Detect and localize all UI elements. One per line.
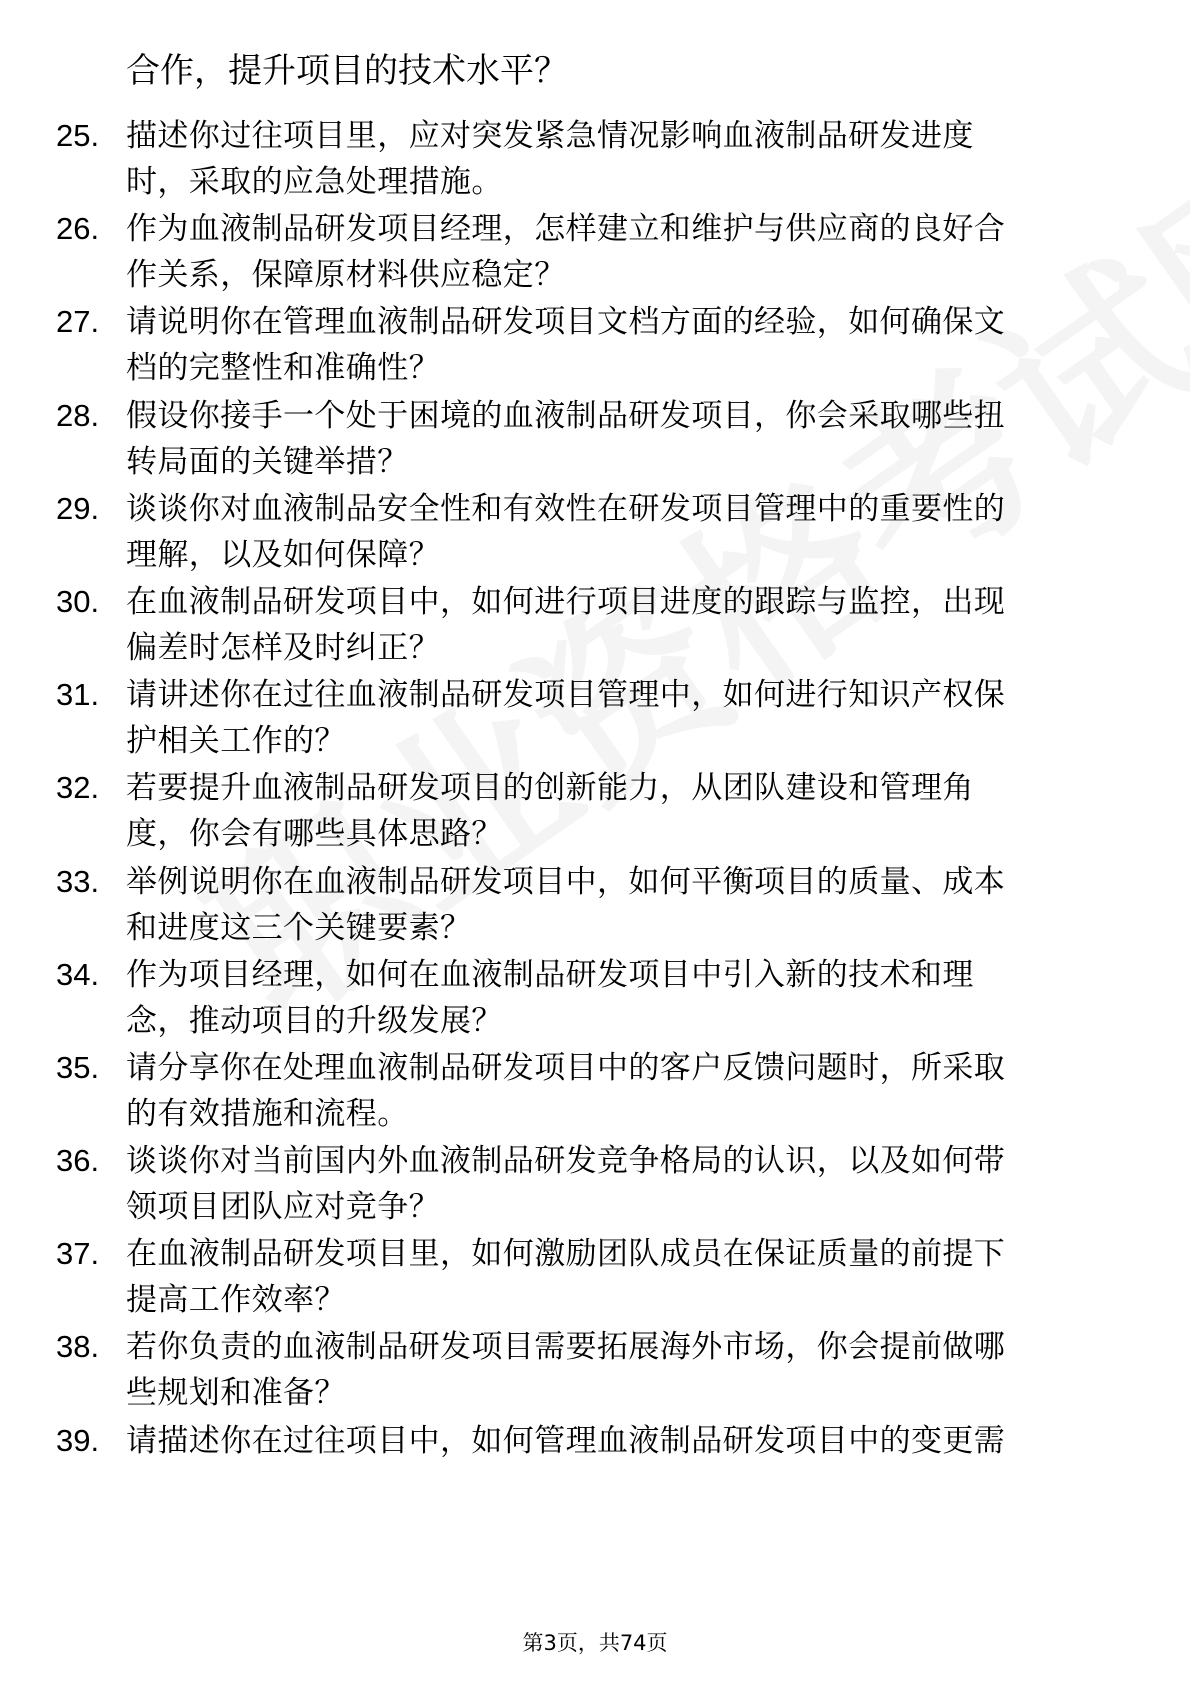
question-line: 时，采取的应急处理措施。	[126, 164, 503, 200]
question-number: 34.	[56, 956, 100, 992]
list-item	[0, 289, 1190, 387]
list-item	[0, 1221, 1190, 1319]
question-line: 的有效措施和流程。	[126, 1095, 409, 1132]
question-text	[126, 1045, 1111, 1137]
question-text	[126, 672, 1111, 764]
question-number: 25.	[56, 118, 100, 153]
list-item	[0, 849, 1190, 946]
question-number: 32.	[56, 770, 100, 806]
question-line: 请分享你在处理血液制品研发项目中的客户反馈问题时，所采取	[126, 1049, 1006, 1086]
list-item	[0, 1035, 1190, 1132]
list-item	[0, 662, 1190, 760]
question-text	[126, 206, 1111, 298]
question-line: 提高工作效率？	[126, 1282, 346, 1319]
question-text	[126, 393, 1111, 485]
question-line: 领项目团队应对竞争？	[126, 1189, 440, 1226]
question-line: 请说明你在管理血液制品研发项目文档方面的经验，如何确保文	[126, 304, 1006, 341]
list-item	[0, 196, 1190, 294]
question-number: 29.	[56, 490, 100, 526]
page-footer: 第3页，共74页	[522, 1631, 668, 1655]
question-line: 念，推动项目的升级发展？	[126, 1002, 503, 1039]
question-text	[126, 1324, 1111, 1416]
question-line: 度，你会有哪些具体思路？	[126, 816, 503, 853]
question-line: 请讲述你在过往血液制品研发项目管理中，如何进行知识产权保	[126, 677, 1006, 714]
question-line: 作为项目经理，如何在血液制品研发项目中引入新的技术和理	[126, 956, 974, 993]
question-line: 若要提升血液制品研发项目的创新能力，从团队建设和管理角	[126, 770, 974, 807]
question-line: 理解，以及如何保障？	[126, 536, 440, 573]
question-text	[126, 299, 1111, 391]
question-number: 35.	[56, 1049, 100, 1085]
question-line: 在血液制品研发项目里，如何激励团队成员在保证质量的前提下	[126, 1236, 1006, 1273]
list-item	[0, 476, 1190, 573]
question-line: 档的完整性和准确性？	[126, 350, 440, 387]
list-item	[0, 942, 1190, 1039]
question-text	[126, 113, 1111, 205]
question-line: 偏差时怎样及时纠正？	[126, 629, 440, 666]
list-item	[0, 383, 1190, 480]
question-line: 谈谈你对血液制品安全性和有效性在研发项目管理中的重要性的	[126, 490, 1006, 527]
question-number: 39.	[56, 1422, 100, 1458]
question-number: 37.	[56, 1236, 100, 1272]
question-line: 举例说明你在血液制品研发项目中，如何平衡项目的质量、成本	[126, 863, 1006, 900]
question-text	[126, 1231, 1111, 1323]
question-line: 在血液制品研发项目中，如何进行项目进度的跟踪与监控，出现	[126, 583, 1006, 620]
question-text	[126, 952, 1111, 1044]
question-line: 作为血液制品研发项目经理，怎样建立和维护与供应商的良好合	[126, 211, 1006, 248]
question-number: 26.	[56, 211, 100, 247]
list-item	[0, 755, 1190, 853]
question-line: 假设你接手一个处于困境的血液制品研发项目，你会采取哪些扭	[126, 397, 1006, 434]
question-text	[126, 859, 1111, 951]
question-line: 作关系，保障原材料供应稳定？	[126, 257, 566, 294]
question-list	[0, 103, 1190, 1501]
question-line: 和进度这三个关键要素？	[126, 909, 472, 946]
question-line: 若你负责的血液制品研发项目需要拓展海外市场，你会提前做哪	[126, 1329, 1006, 1366]
question-line: 转局面的关键举措？	[126, 443, 409, 480]
question-line: 护相关工作的？	[126, 723, 346, 760]
question-line: 请描述你在过往项目中，如何管理血液制品研发项目中的变更需	[126, 1422, 1006, 1459]
question-number: 28.	[56, 397, 100, 433]
list-item	[0, 1314, 1190, 1412]
list-item	[0, 103, 1190, 200]
question-number: 31.	[56, 677, 100, 713]
question-line: 谈谈你对当前国内外血液制品研发竞争格局的认识，以及如何带	[126, 1143, 1006, 1180]
question-number: 36.	[56, 1143, 100, 1179]
question-number: 27.	[56, 304, 100, 340]
question-text	[126, 579, 1111, 671]
question-text	[126, 1138, 1111, 1230]
question-text	[126, 486, 1111, 578]
question-line: 些规划和准备？	[126, 1375, 346, 1412]
question-number: 30.	[56, 583, 100, 619]
question-number: 33.	[56, 863, 100, 899]
question-number: 38.	[56, 1329, 100, 1365]
list-item	[0, 1128, 1190, 1226]
question-text	[126, 765, 1111, 857]
continuation-text: 合作，提升项目的技术水平？	[126, 51, 568, 91]
question-line: 描述你过往项目里，应对突发紧急情况影响血液制品研发进度	[126, 118, 974, 154]
question-text	[126, 1418, 1111, 1464]
list-item	[0, 569, 1190, 666]
list-item	[0, 1408, 1190, 1501]
